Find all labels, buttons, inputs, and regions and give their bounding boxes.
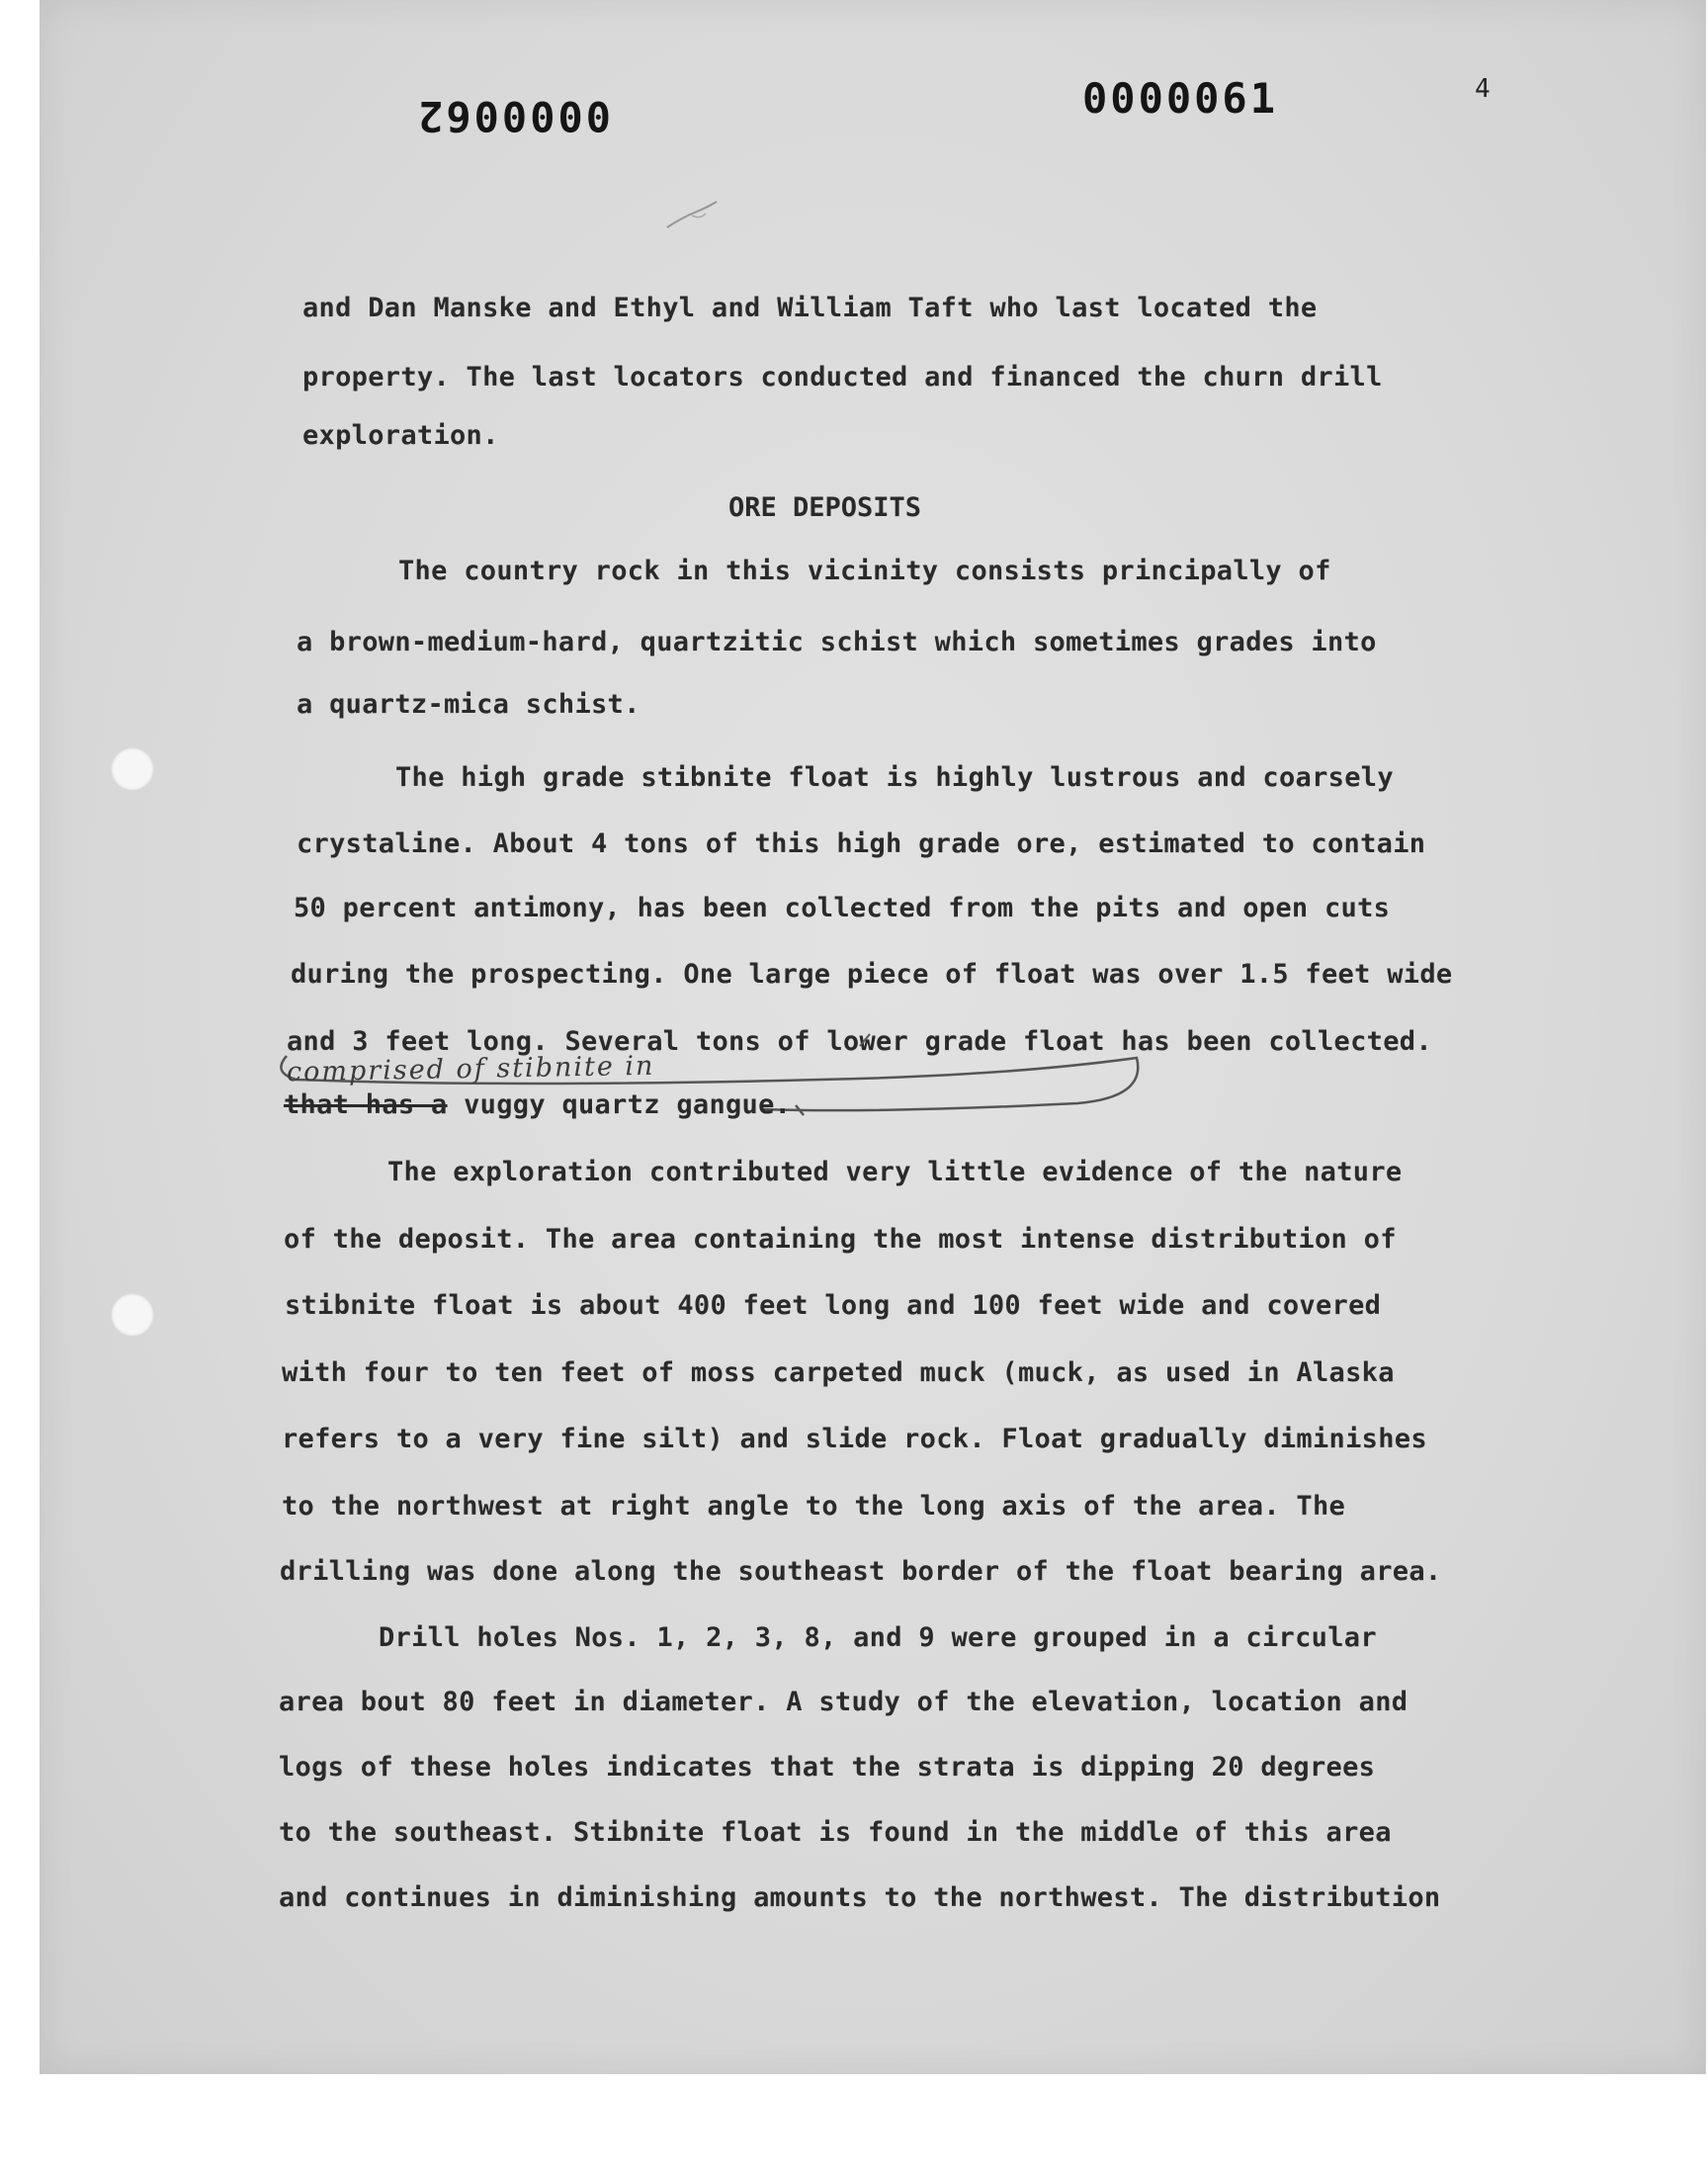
text-line: refers to a very fine silt) and slide rock. Float gradually diminishes — [282, 1424, 1427, 1454]
text-line: with four to ten feet of moss carpeted muck (muck, as used in Alaska — [282, 1357, 1395, 1388]
text-line: property. The last locators conducted and financed the churn drill — [302, 362, 1383, 392]
ink-smudge — [662, 198, 722, 237]
text-line: drilling was done along the southeast border of the float bearing area. — [280, 1556, 1442, 1587]
text-line: to the southeast. Stibnite float is found in the middle of this area — [279, 1817, 1392, 1848]
punch-hole-upper — [111, 747, 154, 791]
document-stamp-left: 0000062 — [415, 92, 612, 140]
text-line: area bout 80 feet in diameter. A study of the elevation, location and — [279, 1687, 1409, 1717]
text-line: 50 percent antimony, has been collected from the pits and open cuts — [294, 893, 1391, 923]
punch-hole-lower — [111, 1293, 154, 1337]
text-line: stibnite float is about 400 feet long and 100 feet wide and covered — [285, 1290, 1382, 1321]
text-line: and Dan Manske and Ethyl and William Taft who last located the — [302, 293, 1318, 323]
page-number: 4 — [1475, 74, 1491, 104]
text-line: The country rock in this vicinity consists principally of — [398, 556, 1331, 586]
text-line: to the northwest at right angle to the long axis of the area. The — [282, 1491, 1346, 1522]
text-line: and continues in diminishing amounts to the northwest. The distribution — [279, 1882, 1441, 1913]
text-line: a quartz-mica schist. — [297, 689, 640, 720]
text-line: a brown-medium-hard, quartzitic schist which sometimes grades into — [297, 627, 1377, 657]
handwritten-insertion: comprised of stibnite in — [286, 1050, 655, 1088]
text-line-amended — [284, 1089, 791, 1120]
text-line: during the prospecting. One large piece of float was over 1.5 feet wide — [291, 959, 1453, 990]
struck-text: that has a — [284, 1089, 448, 1120]
section-heading: ORE DEPOSITS — [728, 492, 922, 523]
text-line: The exploration contributed very little evidence of the nature — [387, 1157, 1403, 1187]
text-line: crystaline. About 4 tons of this high grade ore, estimated to contain — [297, 828, 1426, 859]
text-line: The high grade stibnite float is highly lustrous and coarsely — [395, 762, 1394, 793]
text-line: logs of these holes indicates that the strata is dipping 20 degrees — [279, 1752, 1376, 1783]
text-line: Drill holes Nos. 1, 2, 3, 8, and 9 were grouped in a circular — [379, 1622, 1377, 1653]
text-line: and 3 feet long. Several tons of lower grade float has been collected. — [287, 1026, 1432, 1057]
text-line: exploration. — [302, 420, 499, 451]
retained-text: vuggy quartz gangue. — [447, 1089, 792, 1120]
text-line: of the deposit. The area containing the most intense distribution of — [284, 1224, 1397, 1255]
document-stamp-right: 0000061 — [1082, 74, 1279, 123]
